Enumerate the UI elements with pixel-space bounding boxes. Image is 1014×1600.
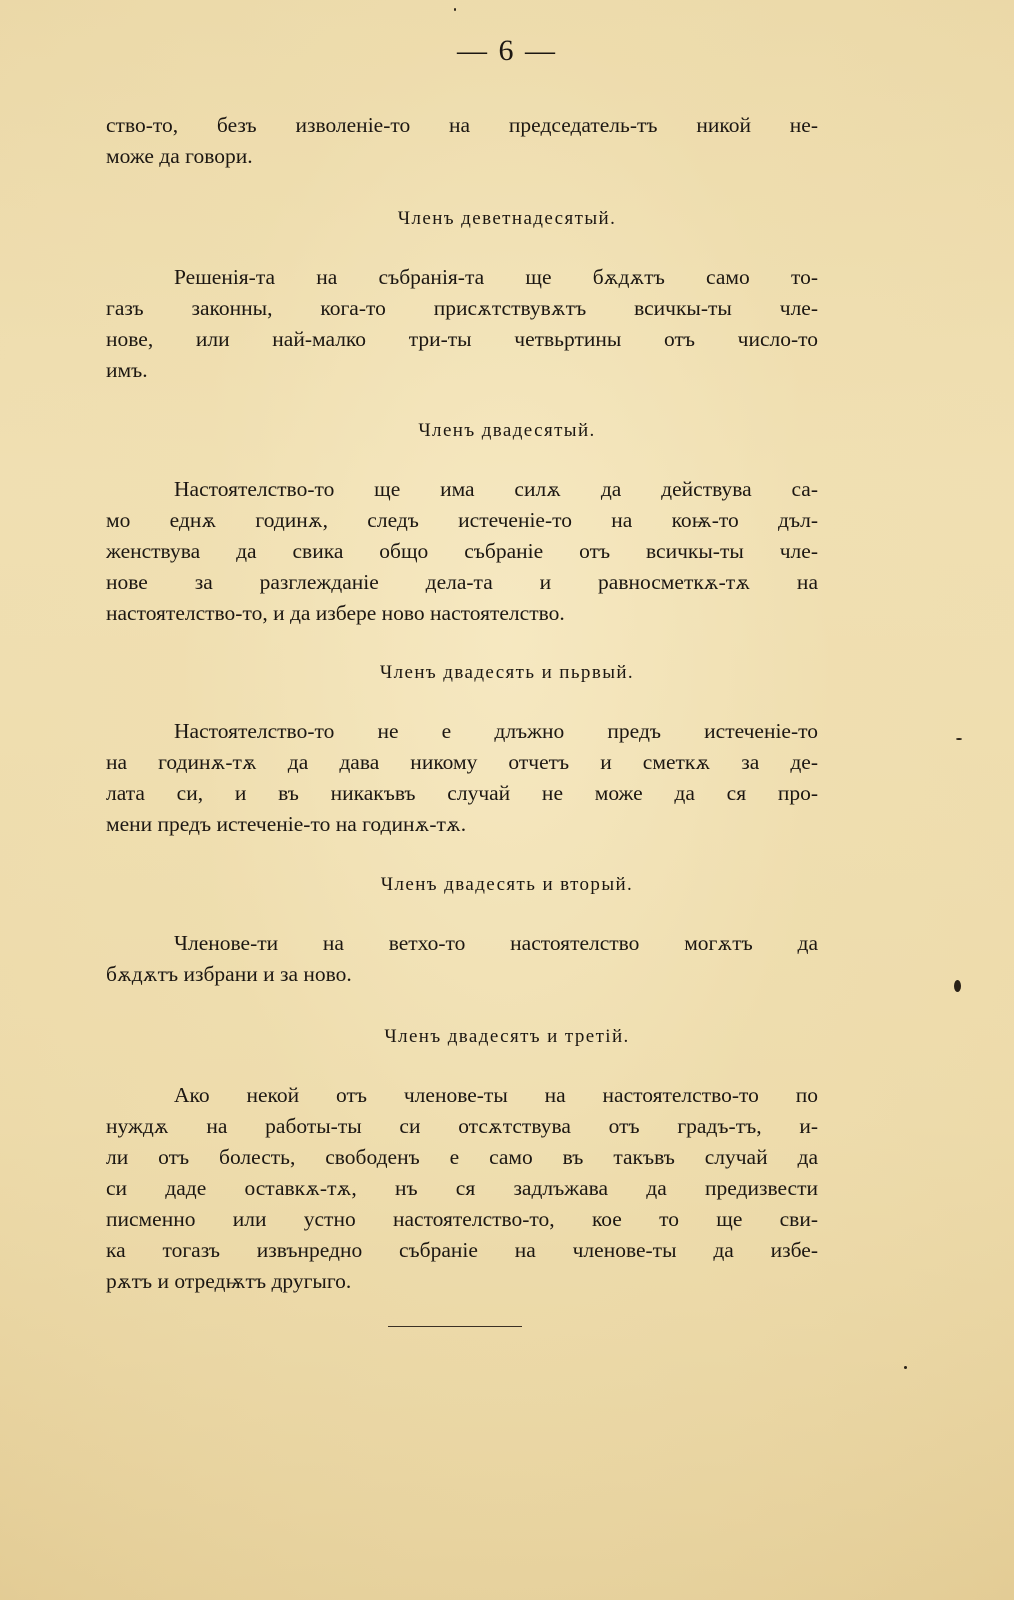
text-line: газъ законны, кога-то присѫтствувѫтъ всичкы-ты чле- — [106, 296, 818, 320]
section-heading: Членъ двадесятый. — [418, 420, 596, 441]
text-line: ство-то, безъ изволеніе-то на председатель-тъ никой не- — [106, 113, 818, 137]
text-line: писменно или устно настоятелство-то, кое то ще сви- — [106, 1207, 818, 1231]
text-line: рѫтъ и отредѭтъ другыго. — [106, 1269, 352, 1293]
text-line: Решенія-та на събранія-та ще бѫдѫтъ само то- — [174, 265, 818, 289]
paragraph — [106, 474, 818, 629]
paragraph — [106, 1080, 818, 1297]
ink-speck — [904, 1366, 907, 1369]
text-line: мени предъ истеченіе-то на годинѫ-тѫ. — [106, 812, 467, 836]
ink-speck — [954, 980, 961, 992]
section-heading: Членъ деветнадесятый. — [397, 208, 617, 229]
text-line: ли отъ болесть, свободенъ е само въ такъвъ случай да — [106, 1145, 818, 1169]
text-line: ка тогазъ извънредно събраніе на членове-ты да избе- — [106, 1238, 818, 1262]
text-line: имъ. — [106, 358, 148, 382]
text-line: лата си, и въ никакъвъ случай не може да ся про- — [106, 781, 818, 805]
paragraph — [106, 928, 818, 990]
end-rule — [388, 1326, 522, 1327]
text-line: женствува да свика общо събраніе отъ всичкы-ты чле- — [106, 539, 818, 563]
paragraph — [106, 716, 818, 840]
page-number: — 6 — — [457, 34, 557, 67]
text-line: бѫдѫтъ избрани и за ново. — [106, 962, 352, 986]
ink-speck — [454, 8, 456, 11]
text-line: може да говори. — [106, 144, 253, 168]
ink-speck — [956, 738, 962, 740]
text-line: мо еднѫ годинѫ, следъ истеченіе-то на коѭ-то дъл- — [106, 508, 818, 532]
text-line: на годинѫ-тѫ да дава никому отчетъ и сметкѫ за де- — [106, 750, 818, 774]
section-heading: Членъ двадесятъ и третій. — [384, 1026, 630, 1047]
text-line: нове за разглежданіе дела-та и равносметкѫ-тѫ на — [106, 570, 818, 594]
text-line: Настоятелство-то ще има силѫ да действува са- — [174, 477, 818, 501]
section-heading: Членъ двадесять и пьрвый. — [379, 662, 635, 683]
text-line: Ако некой отъ членове-ты на настоятелство-то по — [174, 1083, 818, 1107]
text-line: Настоятелство-то не е длъжно предъ истеченіе-то — [174, 719, 818, 743]
text-line: си даде оставкѫ-тѫ, нъ ся задлъжава да предизвести — [106, 1176, 818, 1200]
paragraph-continuation — [106, 110, 818, 172]
text-line: настоятелство-то, и да избере ново настоятелство. — [106, 601, 565, 625]
section-heading: Членъ двадесять и вторый. — [380, 874, 634, 895]
paragraph — [106, 262, 818, 386]
text-line: нове, или най-малко три-ты четвьртины отъ число-то — [106, 327, 818, 351]
text-line: Членове-ти на ветхо-то настоятелство могѫтъ да — [174, 931, 818, 955]
text-line: нуждѫ на работы-ты си отсѫтствува отъ градъ-тъ, и- — [106, 1114, 818, 1138]
